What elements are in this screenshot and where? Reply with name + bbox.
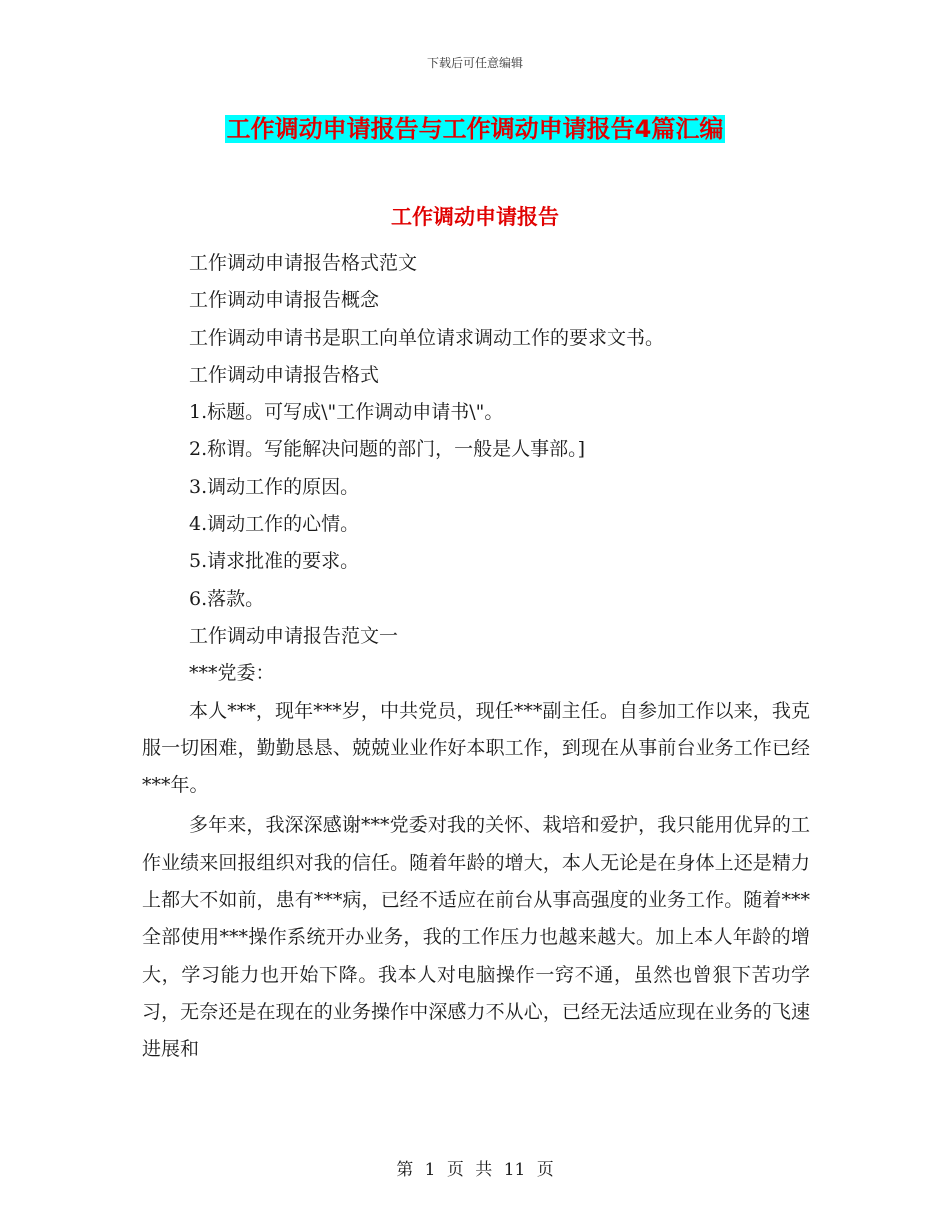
body-paragraph: 多年来，我深深感谢***党委对我的关怀、栽培和爱护，我只能用优异的工作业绩来回报组织对我的信任。随着年龄的增大，本人无论是在身体上还是精力上都大不如前，患有***病，已经不适应在前台从事高强度的业务工作。随着***全部使用***操作系统开办业务，我的工作压力也越来越大。加上本人年龄的增大，学习能力也开始下降。我本人对电脑操作一窍不通，虽然也曾狠下苦功学习，无奈还是在现在的业务操作中深感力不从心，已经无法适应现在业务的飞速进展和: [142, 814, 810, 1061]
page-footer: 第 1 页 共 11 页: [396, 1160, 554, 1180]
text-line: 工作调动申请报告格式: [189, 363, 380, 386]
text-line: 工作调动申请报告格式范文: [189, 252, 418, 274]
list-item: 6.落款。: [189, 587, 265, 610]
main-title-text: 工作调动申请报告与工作调动申请报告4篇汇编: [226, 115, 724, 143]
salutation: ***党委：: [189, 662, 275, 685]
text-line: 工作调动申请书是职工向单位请求调动工作的要求文书。: [189, 326, 665, 349]
text-line: 工作调动申请报告概念: [189, 289, 380, 312]
header-note: 下载后可任意编辑: [426, 56, 523, 70]
document-body: [142, 245, 810, 1072]
text-line: 工作调动申请报告范文一: [189, 624, 399, 647]
body-paragraph: 本人***，现年***岁，中共党员，现任***副主任。自参加工作以来，我克服一切困难，勤勤恳恳、兢兢业业作好本职工作，到现在从事前台业务工作已经***年。: [142, 699, 810, 797]
section-title: 工作调动申请报告: [391, 205, 559, 229]
list-item: 5.请求批准的要求。: [189, 550, 360, 573]
list-item: 4.调动工作的心情。: [189, 513, 360, 536]
list-item: 1.标题。可写成\"工作调动申请书\"。: [189, 401, 504, 424]
main-title: [0, 112, 950, 146]
list-item: 3.调动工作的原因。: [189, 475, 360, 498]
list-item: 2.称谓。写能解决问题的部门，一般是人事部。]: [189, 438, 586, 461]
